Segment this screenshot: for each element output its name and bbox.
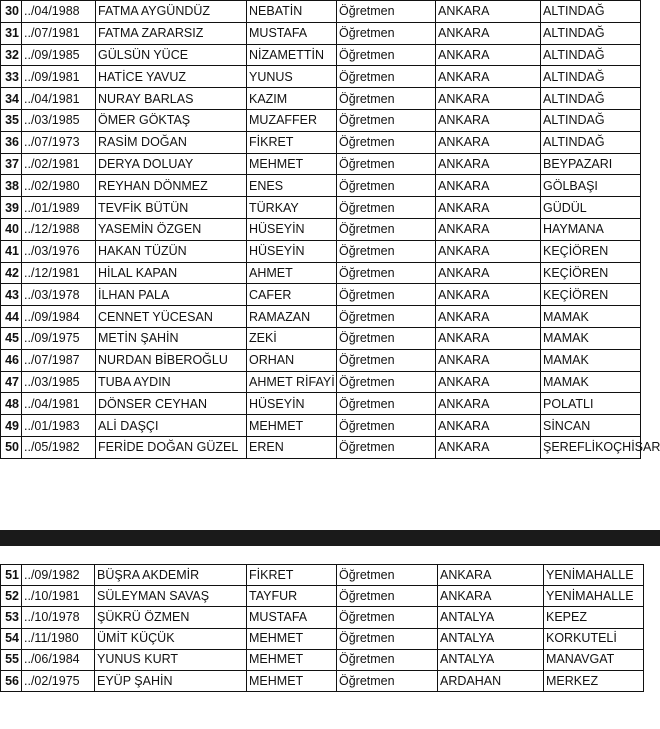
cell-father-name: TÜRKAY [247, 197, 337, 219]
cell-province: ANKARA [436, 153, 541, 175]
cell-full-name: ÜMİT KÜÇÜK [95, 628, 247, 649]
cell-row-number: 50 [1, 436, 22, 458]
cell-province: ANKARA [436, 240, 541, 262]
cell-row-number: 41 [1, 240, 22, 262]
cell-full-name: İLHAN PALA [96, 284, 247, 306]
cell-province: ANKARA [436, 197, 541, 219]
cell-title: Öğretmen [337, 565, 438, 586]
table-row [1, 628, 644, 649]
cell-row-number: 38 [1, 175, 22, 197]
table-row [1, 327, 641, 349]
cell-full-name: HAKAN TÜZÜN [96, 240, 247, 262]
cell-row-number: 43 [1, 284, 22, 306]
cell-birth-date: ../06/1984 [22, 649, 95, 670]
cell-row-number: 42 [1, 262, 22, 284]
cell-birth-date: ../02/1975 [22, 670, 95, 691]
cell-full-name: YUNUS KURT [95, 649, 247, 670]
cell-district: MAMAK [541, 306, 641, 328]
cell-province: ANKARA [436, 1, 541, 23]
cell-row-number: 52 [1, 586, 22, 607]
cell-father-name: MUSTAFA [247, 607, 337, 628]
cell-district: ALTINDAĞ [541, 109, 641, 131]
cell-full-name: ÖMER GÖKTAŞ [96, 109, 247, 131]
cell-father-name: CAFER [247, 284, 337, 306]
cell-full-name: GÜLSÜN YÜCE [96, 44, 247, 66]
cell-row-number: 53 [1, 607, 22, 628]
cell-province: ANKARA [436, 175, 541, 197]
table-row [1, 88, 641, 110]
cell-full-name: FATMA ZARARSIZ [96, 22, 247, 44]
cell-row-number: 32 [1, 44, 22, 66]
cell-district: KORKUTELİ [544, 628, 644, 649]
cell-title: Öğretmen [337, 109, 436, 131]
cell-birth-date: ../12/1981 [22, 262, 96, 284]
cell-father-name: ENES [247, 175, 337, 197]
cell-title: Öğretmen [337, 327, 436, 349]
table-row [1, 131, 641, 153]
cell-birth-date: ../05/1982 [22, 436, 96, 458]
cell-row-number: 34 [1, 88, 22, 110]
cell-father-name: EREN [247, 436, 337, 458]
cell-full-name: RASİM DOĞAN [96, 131, 247, 153]
cell-full-name: TEVFİK BÜTÜN [96, 197, 247, 219]
cell-title: Öğretmen [337, 415, 436, 437]
page-separator-band [0, 530, 660, 546]
cell-father-name: RAMAZAN [247, 306, 337, 328]
cell-birth-date: ../01/1983 [22, 415, 96, 437]
cell-full-name: NURAY BARLAS [96, 88, 247, 110]
cell-father-name: NEBATİN [247, 1, 337, 23]
cell-birth-date: ../10/1978 [22, 607, 95, 628]
cell-row-number: 31 [1, 22, 22, 44]
cell-father-name: AHMET [247, 262, 337, 284]
cell-birth-date: ../03/1978 [22, 284, 96, 306]
cell-father-name: MEHMET [247, 628, 337, 649]
table-row [1, 284, 641, 306]
cell-father-name: ZEKİ [247, 327, 337, 349]
cell-birth-date: ../03/1985 [22, 109, 96, 131]
cell-birth-date: ../09/1985 [22, 44, 96, 66]
cell-birth-date: ../07/1987 [22, 349, 96, 371]
cell-district: KEPEZ [544, 607, 644, 628]
cell-title: Öğretmen [337, 670, 438, 691]
cell-full-name: TUBA AYDIN [96, 371, 247, 393]
cell-full-name: METİN ŞAHİN [96, 327, 247, 349]
cell-title: Öğretmen [337, 262, 436, 284]
cell-row-number: 39 [1, 197, 22, 219]
cell-district: ALTINDAĞ [541, 22, 641, 44]
cell-district: MANAVGAT [544, 649, 644, 670]
cell-father-name: FİKRET [247, 131, 337, 153]
cell-province: ANTALYA [438, 649, 544, 670]
cell-district: ŞEREFLİKOÇHİSAR [541, 436, 641, 458]
cell-title: Öğretmen [337, 607, 438, 628]
cell-row-number: 45 [1, 327, 22, 349]
cell-full-name: DERYA DOLUAY [96, 153, 247, 175]
cell-district: MAMAK [541, 371, 641, 393]
table-row [1, 649, 644, 670]
cell-full-name: NURDAN BİBEROĞLU [96, 349, 247, 371]
cell-father-name: AHMET RİFAYİ [247, 371, 337, 393]
cell-row-number: 47 [1, 371, 22, 393]
cell-father-name: HÜSEYİN [247, 393, 337, 415]
cell-province: ANKARA [436, 44, 541, 66]
cell-birth-date: ../02/1981 [22, 153, 96, 175]
cell-province: ANKARA [436, 327, 541, 349]
cell-row-number: 46 [1, 349, 22, 371]
cell-full-name: REYHAN DÖNMEZ [96, 175, 247, 197]
cell-title: Öğretmen [337, 131, 436, 153]
cell-district: ALTINDAĞ [541, 66, 641, 88]
cell-title: Öğretmen [337, 22, 436, 44]
cell-title: Öğretmen [337, 393, 436, 415]
cell-father-name: ORHAN [247, 349, 337, 371]
table-row [1, 607, 644, 628]
cell-title: Öğretmen [337, 586, 438, 607]
cell-row-number: 48 [1, 393, 22, 415]
cell-district: KEÇİÖREN [541, 262, 641, 284]
cell-title: Öğretmen [337, 218, 436, 240]
cell-district: ALTINDAĞ [541, 1, 641, 23]
cell-father-name: MUSTAFA [247, 22, 337, 44]
cell-row-number: 56 [1, 670, 22, 691]
cell-title: Öğretmen [337, 175, 436, 197]
cell-province: ANTALYA [438, 628, 544, 649]
cell-district: ALTINDAĞ [541, 88, 641, 110]
table-row [1, 262, 641, 284]
table-row [1, 22, 641, 44]
table-row [1, 153, 641, 175]
cell-province: ANKARA [436, 131, 541, 153]
cell-full-name: FERİDE DOĞAN GÜZEL [96, 436, 247, 458]
cell-province: ANKARA [436, 371, 541, 393]
cell-province: ANKARA [436, 415, 541, 437]
cell-district: ALTINDAĞ [541, 44, 641, 66]
table-row [1, 175, 641, 197]
cell-birth-date: ../02/1980 [22, 175, 96, 197]
cell-father-name: MEHMET [247, 415, 337, 437]
table-row [1, 44, 641, 66]
cell-province: ANKARA [436, 284, 541, 306]
cell-father-name: MEHMET [247, 670, 337, 691]
table-row [1, 109, 641, 131]
cell-full-name: DÖNSER CEYHAN [96, 393, 247, 415]
cell-title: Öğretmen [337, 1, 436, 23]
cell-title: Öğretmen [337, 197, 436, 219]
cell-birth-date: ../10/1981 [22, 586, 95, 607]
cell-title: Öğretmen [337, 306, 436, 328]
cell-full-name: SÜLEYMAN SAVAŞ [95, 586, 247, 607]
cell-district: MAMAK [541, 327, 641, 349]
cell-birth-date: ../11/1980 [22, 628, 95, 649]
cell-row-number: 37 [1, 153, 22, 175]
cell-district: SİNCAN [541, 415, 641, 437]
cell-row-number: 54 [1, 628, 22, 649]
table-row [1, 1, 641, 23]
cell-province: ANKARA [438, 586, 544, 607]
cell-father-name: HÜSEYİN [247, 240, 337, 262]
cell-row-number: 30 [1, 1, 22, 23]
personnel-table-bottom [0, 564, 644, 692]
cell-full-name: YASEMİN ÖZGEN [96, 218, 247, 240]
table-row [1, 565, 644, 586]
table-row [1, 306, 641, 328]
cell-province: ANKARA [436, 66, 541, 88]
cell-row-number: 40 [1, 218, 22, 240]
cell-province: ANKARA [436, 349, 541, 371]
table-row [1, 66, 641, 88]
cell-father-name: YUNUS [247, 66, 337, 88]
cell-birth-date: ../09/1981 [22, 66, 96, 88]
cell-birth-date: ../04/1988 [22, 1, 96, 23]
table-row [1, 586, 644, 607]
cell-birth-date: ../12/1988 [22, 218, 96, 240]
cell-father-name: TAYFUR [247, 586, 337, 607]
table-row [1, 415, 641, 437]
cell-province: ARDAHAN [438, 670, 544, 691]
cell-title: Öğretmen [337, 240, 436, 262]
cell-row-number: 44 [1, 306, 22, 328]
table-row [1, 197, 641, 219]
cell-district: GÜDÜL [541, 197, 641, 219]
cell-district: GÖLBAŞI [541, 175, 641, 197]
table-row [1, 371, 641, 393]
cell-row-number: 55 [1, 649, 22, 670]
cell-row-number: 33 [1, 66, 22, 88]
cell-row-number: 36 [1, 131, 22, 153]
cell-province: ANKARA [436, 306, 541, 328]
cell-title: Öğretmen [337, 436, 436, 458]
cell-birth-date: ../01/1989 [22, 197, 96, 219]
cell-birth-date: ../03/1985 [22, 371, 96, 393]
cell-province: ANKARA [436, 88, 541, 110]
cell-province: ANTALYA [438, 607, 544, 628]
cell-title: Öğretmen [337, 628, 438, 649]
cell-birth-date: ../04/1981 [22, 88, 96, 110]
cell-birth-date: ../04/1981 [22, 393, 96, 415]
cell-father-name: KAZIM [247, 88, 337, 110]
cell-full-name: CENNET YÜCESAN [96, 306, 247, 328]
table-row [1, 670, 644, 691]
cell-father-name: NİZAMETTİN [247, 44, 337, 66]
cell-province: ANKARA [436, 109, 541, 131]
table-row [1, 240, 641, 262]
cell-full-name: HİLAL KAPAN [96, 262, 247, 284]
cell-district: MERKEZ [544, 670, 644, 691]
cell-birth-date: ../09/1982 [22, 565, 95, 586]
cell-district: YENİMAHALLE [544, 565, 644, 586]
cell-province: ANKARA [436, 22, 541, 44]
cell-birth-date: ../09/1984 [22, 306, 96, 328]
cell-row-number: 49 [1, 415, 22, 437]
cell-province: ANKARA [436, 218, 541, 240]
cell-district: BEYPAZARI [541, 153, 641, 175]
cell-district: ALTINDAĞ [541, 131, 641, 153]
cell-title: Öğretmen [337, 284, 436, 306]
cell-title: Öğretmen [337, 349, 436, 371]
cell-father-name: MUZAFFER [247, 109, 337, 131]
cell-province: ANKARA [438, 565, 544, 586]
cell-title: Öğretmen [337, 371, 436, 393]
cell-district: KEÇİÖREN [541, 240, 641, 262]
cell-father-name: HÜSEYİN [247, 218, 337, 240]
cell-district: POLATLI [541, 393, 641, 415]
table-row [1, 436, 641, 458]
cell-full-name: EYÜP ŞAHİN [95, 670, 247, 691]
table-row [1, 393, 641, 415]
cell-district: HAYMANA [541, 218, 641, 240]
cell-father-name: MEHMET [247, 649, 337, 670]
cell-father-name: FİKRET [247, 565, 337, 586]
cell-full-name: ALİ DAŞÇI [96, 415, 247, 437]
cell-title: Öğretmen [337, 66, 436, 88]
cell-province: ANKARA [436, 393, 541, 415]
cell-full-name: HATİCE YAVUZ [96, 66, 247, 88]
cell-district: MAMAK [541, 349, 641, 371]
cell-title: Öğretmen [337, 88, 436, 110]
cell-birth-date: ../07/1973 [22, 131, 96, 153]
cell-full-name: FATMA AYGÜNDÜZ [96, 1, 247, 23]
cell-province: ANKARA [436, 436, 541, 458]
table-row [1, 349, 641, 371]
cell-district: YENİMAHALLE [544, 586, 644, 607]
cell-full-name: ŞÜKRÜ ÖZMEN [95, 607, 247, 628]
cell-district: KEÇİÖREN [541, 284, 641, 306]
table-row [1, 218, 641, 240]
cell-province: ANKARA [436, 262, 541, 284]
cell-title: Öğretmen [337, 649, 438, 670]
cell-full-name: BÜŞRA AKDEMİR [95, 565, 247, 586]
cell-birth-date: ../07/1981 [22, 22, 96, 44]
cell-birth-date: ../03/1976 [22, 240, 96, 262]
cell-row-number: 51 [1, 565, 22, 586]
cell-row-number: 35 [1, 109, 22, 131]
cell-birth-date: ../09/1975 [22, 327, 96, 349]
cell-title: Öğretmen [337, 44, 436, 66]
cell-father-name: MEHMET [247, 153, 337, 175]
cell-title: Öğretmen [337, 153, 436, 175]
